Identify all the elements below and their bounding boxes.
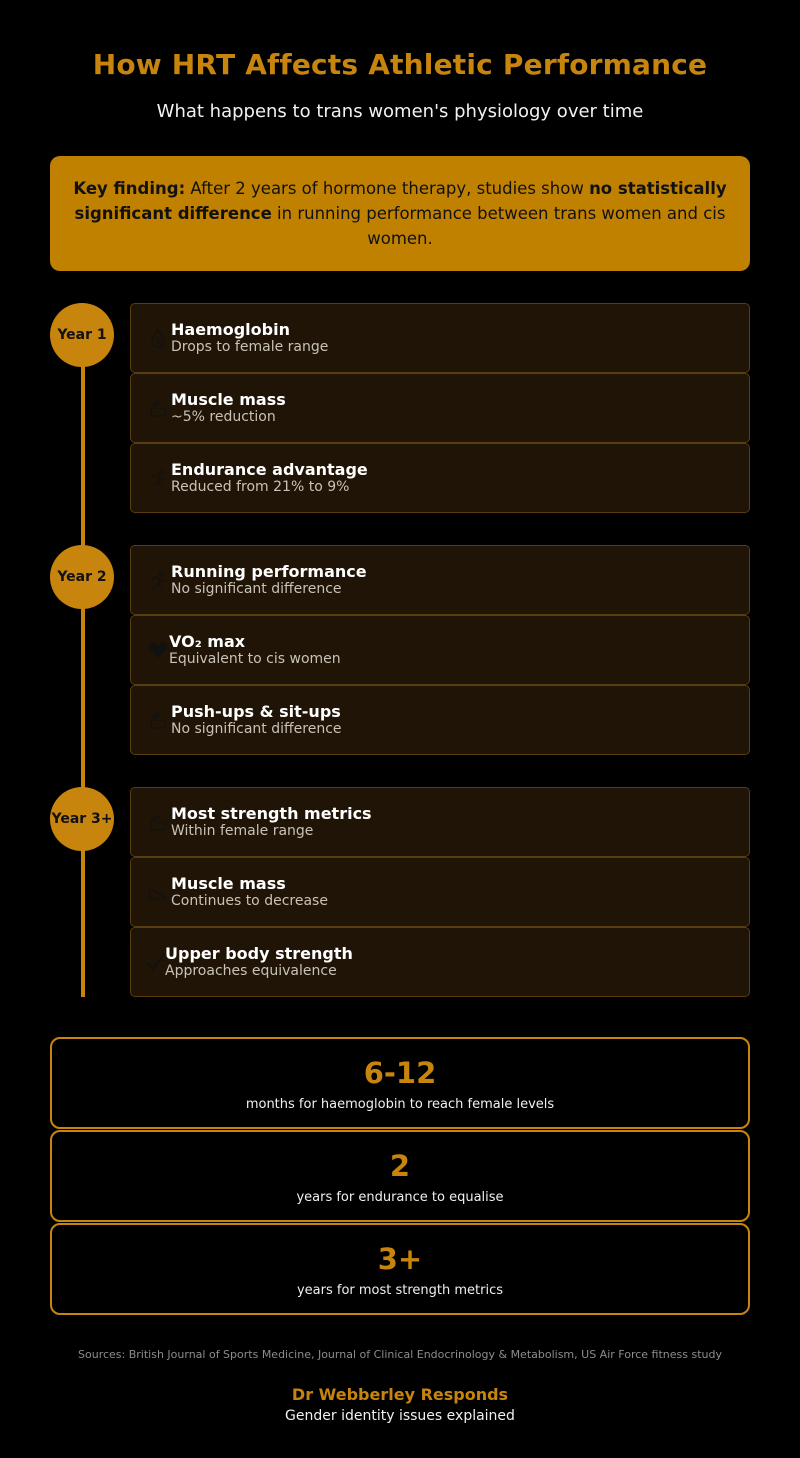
- heart-icon: [147, 638, 169, 662]
- timeline-card: [130, 615, 750, 685]
- page-title: How HRT Affects Athletic Performance: [92, 48, 708, 81]
- card-title: Endurance advantage: [171, 460, 368, 479]
- card-detail: No significant difference: [171, 721, 342, 737]
- timeline-card: [130, 857, 750, 927]
- card-detail: Within female range: [171, 823, 314, 839]
- stat-card: [50, 1037, 750, 1129]
- card-title: Haemoglobin: [171, 320, 290, 339]
- card-detail: Drops to female range: [171, 339, 329, 355]
- downtrend-chart-icon: [147, 880, 169, 904]
- timeline-card: [130, 787, 750, 857]
- key-finding-emphasis: no statistically significant difference: [74, 179, 727, 223]
- stat-label: years for endurance to equalise: [296, 1190, 504, 1205]
- brand-name: Dr Webberley Responds: [291, 1385, 509, 1404]
- brand-tagline: Gender identity issues explained: [285, 1408, 515, 1424]
- stat-card: [50, 1130, 750, 1222]
- timeline-card: [130, 927, 750, 997]
- card-detail: Approaches equivalence: [165, 963, 337, 979]
- card-title: Push-ups & sit-ups: [171, 702, 341, 721]
- card-detail: No significant difference: [171, 581, 342, 597]
- sources-note: Sources: British Journal of Sports Medicine, Journal of Clinical Endocrinology & Metabolism, US Air Force fitness study: [78, 1348, 722, 1361]
- timeline-line: [81, 335, 85, 997]
- key-finding-text-before: After 2 years of hormone therapy, studies show: [185, 179, 590, 198]
- stat-label: years for most strength metrics: [296, 1283, 504, 1298]
- timeline-card: [130, 443, 750, 513]
- card-detail: Equivalent to cis women: [169, 651, 341, 667]
- timeline-card: [130, 685, 750, 755]
- card-detail: Continues to decrease: [171, 893, 328, 909]
- blood-drop-icon: [147, 326, 169, 350]
- year-marker-2: Year 2: [50, 545, 114, 609]
- runner-icon: [147, 568, 169, 592]
- card-title: Running performance: [171, 562, 367, 581]
- page-subtitle: What happens to trans women's physiology over time: [156, 101, 644, 122]
- stat-value: 3+: [377, 1242, 423, 1276]
- stat-value: 2: [389, 1149, 411, 1183]
- runner-icon: [147, 466, 169, 490]
- year-marker-1: Year 1: [50, 303, 114, 367]
- card-title: Muscle mass: [171, 874, 286, 893]
- card-title: Muscle mass: [171, 390, 286, 409]
- card-detail: ~5% reduction: [171, 409, 276, 425]
- key-finding-box: [50, 156, 750, 271]
- timeline-card: [130, 373, 750, 443]
- stat-label: months for haemoglobin to reach female levels: [245, 1097, 555, 1112]
- key-finding-label: Key finding:: [73, 179, 186, 198]
- card-title: VO₂ max: [169, 632, 246, 651]
- stat-card: [50, 1223, 750, 1315]
- flexed-bicep-icon: [147, 396, 169, 420]
- key-finding-text-after: in running performance between trans women and cis women.: [271, 204, 726, 248]
- year-marker-3: Year 3+: [50, 787, 114, 851]
- timeline-card: [130, 303, 750, 373]
- flexed-bicep-icon: [147, 810, 169, 834]
- card-title: Most strength metrics: [171, 804, 372, 823]
- checkmark-icon: [145, 950, 167, 974]
- timeline-card: [130, 545, 750, 615]
- card-detail: Reduced from 21% to 9%: [171, 479, 350, 495]
- stat-value: 6-12: [363, 1056, 437, 1090]
- flexed-bicep-icon: [147, 708, 169, 732]
- card-title: Upper body strength: [165, 944, 353, 963]
